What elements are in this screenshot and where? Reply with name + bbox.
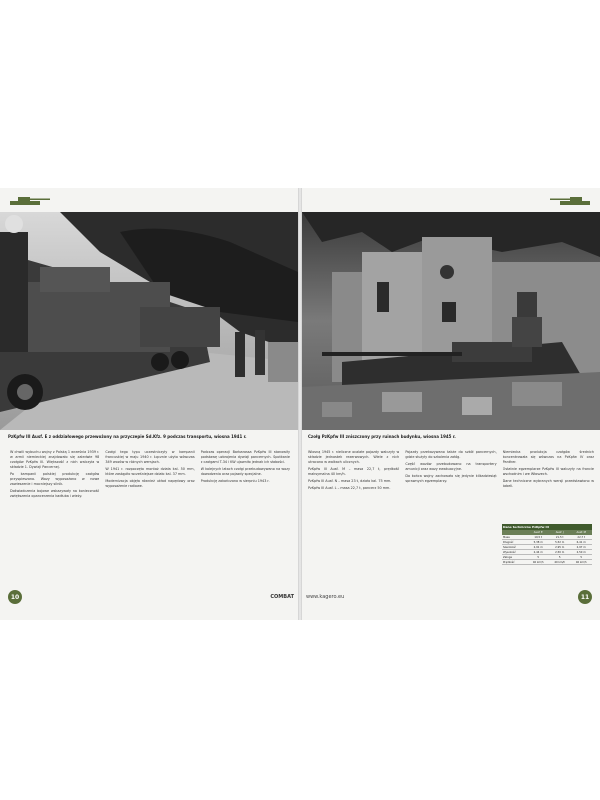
- table-header: Ausf. E: [527, 530, 549, 535]
- paragraph: Czołgi tego typu uczestniczyły w kampanii francuskiej w maju 1940 r. Łącznie użyto wówczas 349 wozów w różnych wersjach.: [105, 450, 195, 464]
- photo-tank-transport: [0, 212, 298, 430]
- table-cell: 2,97 m: [570, 545, 592, 550]
- table-cell: 2,50 m: [570, 550, 592, 555]
- table-cell: 2,50 m: [549, 550, 571, 555]
- text-column: [201, 450, 290, 586]
- tank-silhouette-icon: [548, 192, 592, 204]
- page-footer: [0, 588, 298, 604]
- paragraph: W 1941 r. rozpoczęto montaż działa kal. 50 mm, które zastąpiło wcześniejsze działo kal. 37 mm.: [105, 467, 195, 476]
- table-cell: Szerokość: [502, 545, 527, 550]
- text-column: [10, 450, 99, 586]
- table-header: Ausf. J: [549, 530, 571, 535]
- spec-table: [502, 524, 592, 565]
- text-column: [405, 450, 496, 586]
- paragraph: Modernizacja objęła również układ napędowy oraz wyposażenie radiowe.: [105, 479, 195, 488]
- table-cell: Prędkość: [502, 560, 527, 565]
- table-cell: Długość: [502, 540, 527, 545]
- article-columns: [10, 450, 290, 586]
- right-page: [302, 188, 600, 620]
- tank-silhouette-icon: [8, 192, 52, 204]
- text-column: [105, 450, 194, 586]
- paragraph: W chwili wybuchu wojny z Polską 1 września 1939 r. w armii niemieckiej znajdowało się zaledwie 98 czołgów PzKpfw III. Większość z nich walczyła w składzie 1. Dywizji Pancernej.: [10, 450, 100, 469]
- table-cell: 5,52 m: [549, 540, 571, 545]
- paragraph: Niemiecka produkcja czołgów średnich koncentrowała się wówczas na PzKpfw IV oraz Panther.: [502, 450, 594, 464]
- paragraph: Dane techniczne wybranych wersji przedstawiono w tabeli.: [502, 479, 594, 488]
- table-cell: 40 km/h: [549, 560, 571, 565]
- text-column: [308, 450, 399, 586]
- photo-caption: Czołg PzKpfw III zniszczony przy ruinach budynku, wiosna 1945 r.: [308, 434, 456, 439]
- website-url: www.kagero.eu: [306, 594, 345, 600]
- paragraph: Ostatnie egzemplarze PzKpfw III walczyły na froncie wschodnim i we Włoszech.: [502, 467, 594, 476]
- paragraph: Po kampanii polskiej produkcję czołgów przyspieszono. Wozy wyposażono w nowe zawieszenie i mocniejszy silnik.: [10, 472, 100, 486]
- table-cell: 2,91 m: [527, 545, 549, 550]
- paragraph: Produkcję zakończono w sierpniu 1943 r.: [200, 479, 270, 483]
- table-cell: 2,44 m: [527, 550, 549, 555]
- magazine-spread: [0, 188, 600, 620]
- magazine-logo: COMBAT: [270, 594, 294, 600]
- table-cell: Masa: [502, 535, 527, 540]
- paragraph: Część wozów przebudowano na transportery amunicji oraz wozy ewakuacyjne.: [405, 462, 497, 471]
- table-cell: 5: [570, 555, 592, 560]
- paragraph: Doświadczenia bojowe wskazywały na konieczność zwiększenia opancerzenia kadłuba i wieży.: [10, 489, 100, 498]
- table-cell: 5: [549, 555, 571, 560]
- table-cell: 6,41 m: [570, 540, 592, 545]
- page-number: 10: [8, 590, 22, 604]
- paragraph: Podczas operacji Barbarossa PzKpfw III stanowiły podstawę uzbrojenia dywizji pancernych. Spotkanie z czołgami T-34 i KW ujawniło jednak ich słabości.: [200, 450, 290, 464]
- page-footer: [302, 588, 600, 604]
- table-header: Ausf. M: [570, 530, 592, 535]
- paragraph: W kolejnych latach czołgi przebudowywano na wozy dowodzenia oraz pojazdy specjalne.: [200, 467, 290, 476]
- text-column: [503, 450, 594, 586]
- table-cell: 21,5 t: [549, 535, 571, 540]
- page-number: 11: [578, 590, 592, 604]
- table-cell: 40 km/h: [527, 560, 549, 565]
- photo-caption: PzKpfw III Ausf. E z oddziałowego przewożony na przyczepie Sd.Kfz. 9 podczas transportu, wiosna 1941 r.: [8, 434, 247, 439]
- paragraph: PzKpfw III Ausf. M – masa 22,7 t, prędkość maksymalna 40 km/h.: [308, 467, 400, 476]
- table-title: Dane techniczne PzKpfw III: [502, 524, 592, 530]
- table-cell: 2,95 m: [549, 545, 571, 550]
- paragraph: PzKpfw III Ausf. N – masa 23 t, działo kal. 75 mm.: [308, 479, 392, 483]
- table-cell: Wysokość: [502, 550, 527, 555]
- paragraph: Pojazdy przekazywano także do szkół pancernych, gdzie służyły do szkolenia załóg.: [405, 450, 497, 459]
- table-cell: 22,7 t: [570, 535, 592, 540]
- table-row: [502, 560, 592, 565]
- table-cell: Załoga: [502, 555, 527, 560]
- article-columns: [308, 450, 594, 586]
- left-page: [0, 188, 298, 620]
- paragraph: PzKpfw III Ausf. L – masa 22,7 t, pancerz 50 mm.: [308, 486, 391, 490]
- table-cell: 40 km/h: [570, 560, 592, 565]
- table-cell: 19,5 t: [527, 535, 549, 540]
- paragraph: Do końca wojny zachowało się jedynie kilkadziesiąt sprawnych egzemplarzy.: [405, 474, 497, 483]
- table-cell: 5,38 m: [527, 540, 549, 545]
- photo-destroyed-tank: [302, 212, 600, 430]
- paragraph: Wiosną 1945 r. nieliczne ocalałe pojazdy walczyły w składzie jednostek rezerwowych. Wiele z nich utracono w walkach ulicznych.: [308, 450, 400, 464]
- table-cell: 5: [527, 555, 549, 560]
